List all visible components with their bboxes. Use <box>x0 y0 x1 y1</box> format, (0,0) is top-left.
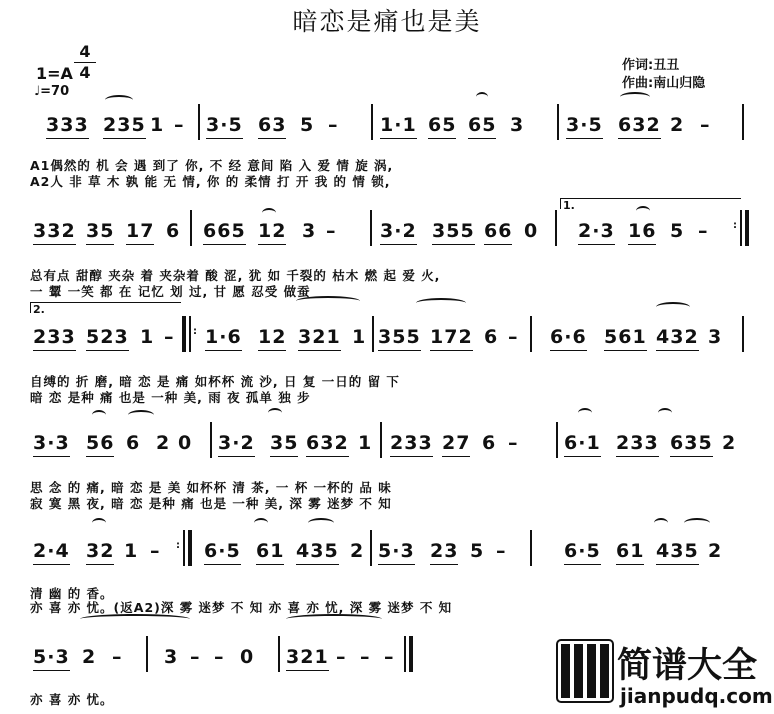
note-group: 63 <box>258 114 286 139</box>
tempo-marking: ♩=70 <box>34 84 70 99</box>
note-group: 2·3 <box>578 220 615 245</box>
bar-line <box>371 104 373 140</box>
note: 6 <box>126 432 141 454</box>
note-group: 12 <box>258 220 286 245</box>
site-logo-text: 简谱大全 <box>617 646 758 686</box>
note: 0 <box>524 220 539 242</box>
slur-mark <box>128 410 154 420</box>
slur-mark <box>296 296 360 306</box>
lyric-line-a2: 寂 寞 黑 夜, 暗 恋 是种 痛 也是 一种 美, 深 雾 迷梦 不 知 <box>30 496 392 511</box>
piano-keys-logo <box>555 638 615 704</box>
dash: – <box>328 114 339 136</box>
bar-line <box>183 530 185 566</box>
dash: – <box>174 114 185 136</box>
slur-mark <box>92 410 106 420</box>
bar-line <box>210 422 212 458</box>
first-ending-bracket <box>560 198 741 209</box>
note-group: 332 <box>33 220 76 245</box>
lyric-line: 亦 喜 亦 忧。 <box>30 692 114 707</box>
note: 3 <box>302 220 317 242</box>
bar-line <box>189 316 191 352</box>
dash: – <box>384 646 395 668</box>
note-group: 61 <box>616 540 644 565</box>
song-title: 暗恋是痛也是美 <box>292 7 482 36</box>
dash: – <box>214 646 225 668</box>
note-group: 3·2 <box>218 432 255 457</box>
note: 1 <box>352 326 367 348</box>
lyric-line-a2: 亦 喜 亦 忧。(返A2)深 雾 迷梦 不 知 亦 喜 亦 忧, 深 雾 迷梦 不 知 <box>30 600 453 615</box>
note-group: 321 <box>298 326 341 351</box>
note-group: 65 <box>428 114 456 139</box>
note-group: 3·3 <box>33 432 70 457</box>
slur-mark <box>416 298 466 308</box>
note-group: 632 <box>306 432 349 457</box>
dash: – <box>336 646 347 668</box>
first-ending-label: 1. <box>563 199 575 212</box>
note-group: 233 <box>390 432 433 457</box>
note-group: 355 <box>432 220 475 245</box>
bar-line <box>555 210 557 246</box>
bar-line <box>370 530 372 566</box>
slur-mark <box>286 614 382 624</box>
bar-line <box>404 636 406 672</box>
note-group: 1·6 <box>205 326 242 351</box>
bar-line <box>380 422 382 458</box>
note-group: 1·1 <box>380 114 417 139</box>
bar-line <box>557 104 559 140</box>
slur-mark <box>684 518 710 528</box>
final-bar <box>409 636 413 672</box>
slur-mark <box>80 614 190 624</box>
dash: – <box>164 326 175 348</box>
lyric-line-a1: 自缚的 折 磨, 暗 恋 是 痛 如杯杯 流 沙, 日 复 一日的 留 下 <box>30 374 400 389</box>
lyric-line-a2: 暗 恋 是种 痛 也是 一种 美, 雨 夜 孤单 独 步 <box>30 390 311 405</box>
note: 2 <box>670 114 685 136</box>
site-logo-url: jianpudq.com <box>620 684 773 708</box>
note-group: 5·3 <box>378 540 415 565</box>
composer-credit: 作曲:南山归隐 <box>622 76 706 91</box>
note-group: 6·5 <box>204 540 241 565</box>
slur-mark <box>578 408 592 418</box>
note-group: 35 <box>270 432 298 457</box>
slur-mark <box>658 408 672 418</box>
lyric-line-a2: 一 颦 一笑 都 在 记忆 划 过, 甘 愿 忍受 做蚕 <box>30 284 311 299</box>
note-group: 635 <box>670 432 713 457</box>
slur-mark <box>654 518 668 528</box>
note-group: 233 <box>33 326 76 351</box>
slur-mark <box>268 408 282 418</box>
note-group: 65 <box>468 114 496 139</box>
note-group: 2·4 <box>33 540 70 565</box>
slur-mark <box>476 92 488 102</box>
note-group: 3·5 <box>566 114 603 139</box>
note-group: 333 <box>46 114 89 139</box>
dash: – <box>698 220 709 242</box>
lyricist-credit: 作词:丑丑 <box>622 58 680 73</box>
note-group: 523 <box>86 326 129 351</box>
note: 5 <box>300 114 315 136</box>
note-group: 172 <box>430 326 473 351</box>
dash: – <box>496 540 507 562</box>
repeat-dots: : <box>193 326 197 337</box>
note-group: 23 <box>430 540 458 565</box>
repeat-dots: : <box>176 540 180 551</box>
note: 1 <box>150 114 165 136</box>
dash: – <box>112 646 123 668</box>
slur-mark <box>254 518 268 528</box>
note-group: 27 <box>442 432 470 457</box>
note: 1 <box>358 432 373 454</box>
note-group: 435 <box>656 540 699 565</box>
dash: – <box>700 114 711 136</box>
note: 3 <box>164 646 179 668</box>
note: 2 <box>722 432 737 454</box>
bar-line <box>278 636 280 672</box>
bar-line <box>372 316 374 352</box>
repeat-end-bar <box>745 210 749 246</box>
repeat-dots: : <box>733 220 737 231</box>
second-ending-bracket <box>30 302 181 313</box>
note-group: 665 <box>203 220 246 245</box>
bar-line <box>740 210 742 246</box>
note-group: 321 <box>286 646 329 671</box>
bar-line <box>370 210 372 246</box>
lyric-line-a1: 总有点 甜醇 夹杂 着 夹杂着 酸 涩, 犹 如 千裂的 枯木 燃 起 爱 火, <box>30 268 441 283</box>
note: 5 <box>670 220 685 242</box>
lyric-line-a1: 清 幽 的 香。 <box>30 586 114 601</box>
note-group: 32 <box>86 540 114 565</box>
note: 3 <box>708 326 723 348</box>
meter-bottom: 4 <box>79 63 91 82</box>
note-group: 61 <box>256 540 284 565</box>
note-group: 17 <box>126 220 154 245</box>
meter-top: 4 <box>79 42 91 61</box>
note: 2 <box>82 646 97 668</box>
note: 6 <box>482 432 497 454</box>
time-signature <box>74 43 96 82</box>
slur-mark <box>262 208 276 218</box>
repeat-start-bar <box>182 316 186 352</box>
dash: – <box>326 220 337 242</box>
bar-line <box>146 636 148 672</box>
note-group: 233 <box>616 432 659 457</box>
lyric-line-a2: A2人 非 草 木 孰 能 无 情, 你 的 柔情 打 开 我 的 情 锁, <box>30 174 391 189</box>
note-group: 6·1 <box>564 432 601 457</box>
note: 1 <box>124 540 139 562</box>
dash: – <box>150 540 161 562</box>
bar-line <box>556 422 558 458</box>
note: 2 <box>708 540 723 562</box>
note: 2 <box>350 540 365 562</box>
slur-mark <box>92 518 106 528</box>
note-group: 3·2 <box>380 220 417 245</box>
note-group: 561 <box>604 326 647 351</box>
slur-mark <box>308 518 334 528</box>
note-group: 6·5 <box>564 540 601 565</box>
note-group: 432 <box>656 326 699 351</box>
lyric-line-a1: 思 念 的 痛, 暗 恋 是 美 如杯杯 清 茶, 一 杯 一杯的 品 味 <box>30 480 392 495</box>
slur-mark <box>105 95 133 105</box>
note-group: 235 <box>103 114 146 139</box>
dash: – <box>360 646 371 668</box>
note-group: 5·3 <box>33 646 70 671</box>
note-group: 66 <box>484 220 512 245</box>
bar-line <box>190 210 192 246</box>
lyric-line-a1: A1偶然的 机 会 遇 到了 你, 不 经 意间 陷 入 爱 情 旋 涡, <box>30 158 394 173</box>
key-signature: 1=A <box>36 64 73 83</box>
note: 1 <box>140 326 155 348</box>
note-group: 435 <box>296 540 339 565</box>
note: 2 <box>156 432 171 454</box>
bar-line <box>742 104 744 140</box>
note: 6 <box>166 220 181 242</box>
note-group: 355 <box>378 326 421 351</box>
rest: 0 <box>178 432 193 454</box>
dash: – <box>508 432 519 454</box>
bar-line <box>742 316 744 352</box>
repeat-end-bar <box>188 530 192 566</box>
note-group: 12 <box>258 326 286 351</box>
bar-line <box>530 530 532 566</box>
note: 3 <box>510 114 525 136</box>
note: 6 <box>484 326 499 348</box>
slur-mark <box>656 302 690 312</box>
note-group: 632 <box>618 114 661 139</box>
dash: – <box>190 646 201 668</box>
dash: – <box>508 326 519 348</box>
note-group: 56 <box>86 432 114 457</box>
note-group: 3·5 <box>206 114 243 139</box>
second-ending-label: 2. <box>33 303 45 316</box>
rest: 0 <box>240 646 255 668</box>
note-group: 16 <box>628 220 656 245</box>
bar-line <box>198 104 200 140</box>
note-group: 6·6 <box>550 326 587 351</box>
slur-mark <box>620 92 650 102</box>
note: 5 <box>470 540 485 562</box>
note-group: 35 <box>86 220 114 245</box>
bar-line <box>530 316 532 352</box>
